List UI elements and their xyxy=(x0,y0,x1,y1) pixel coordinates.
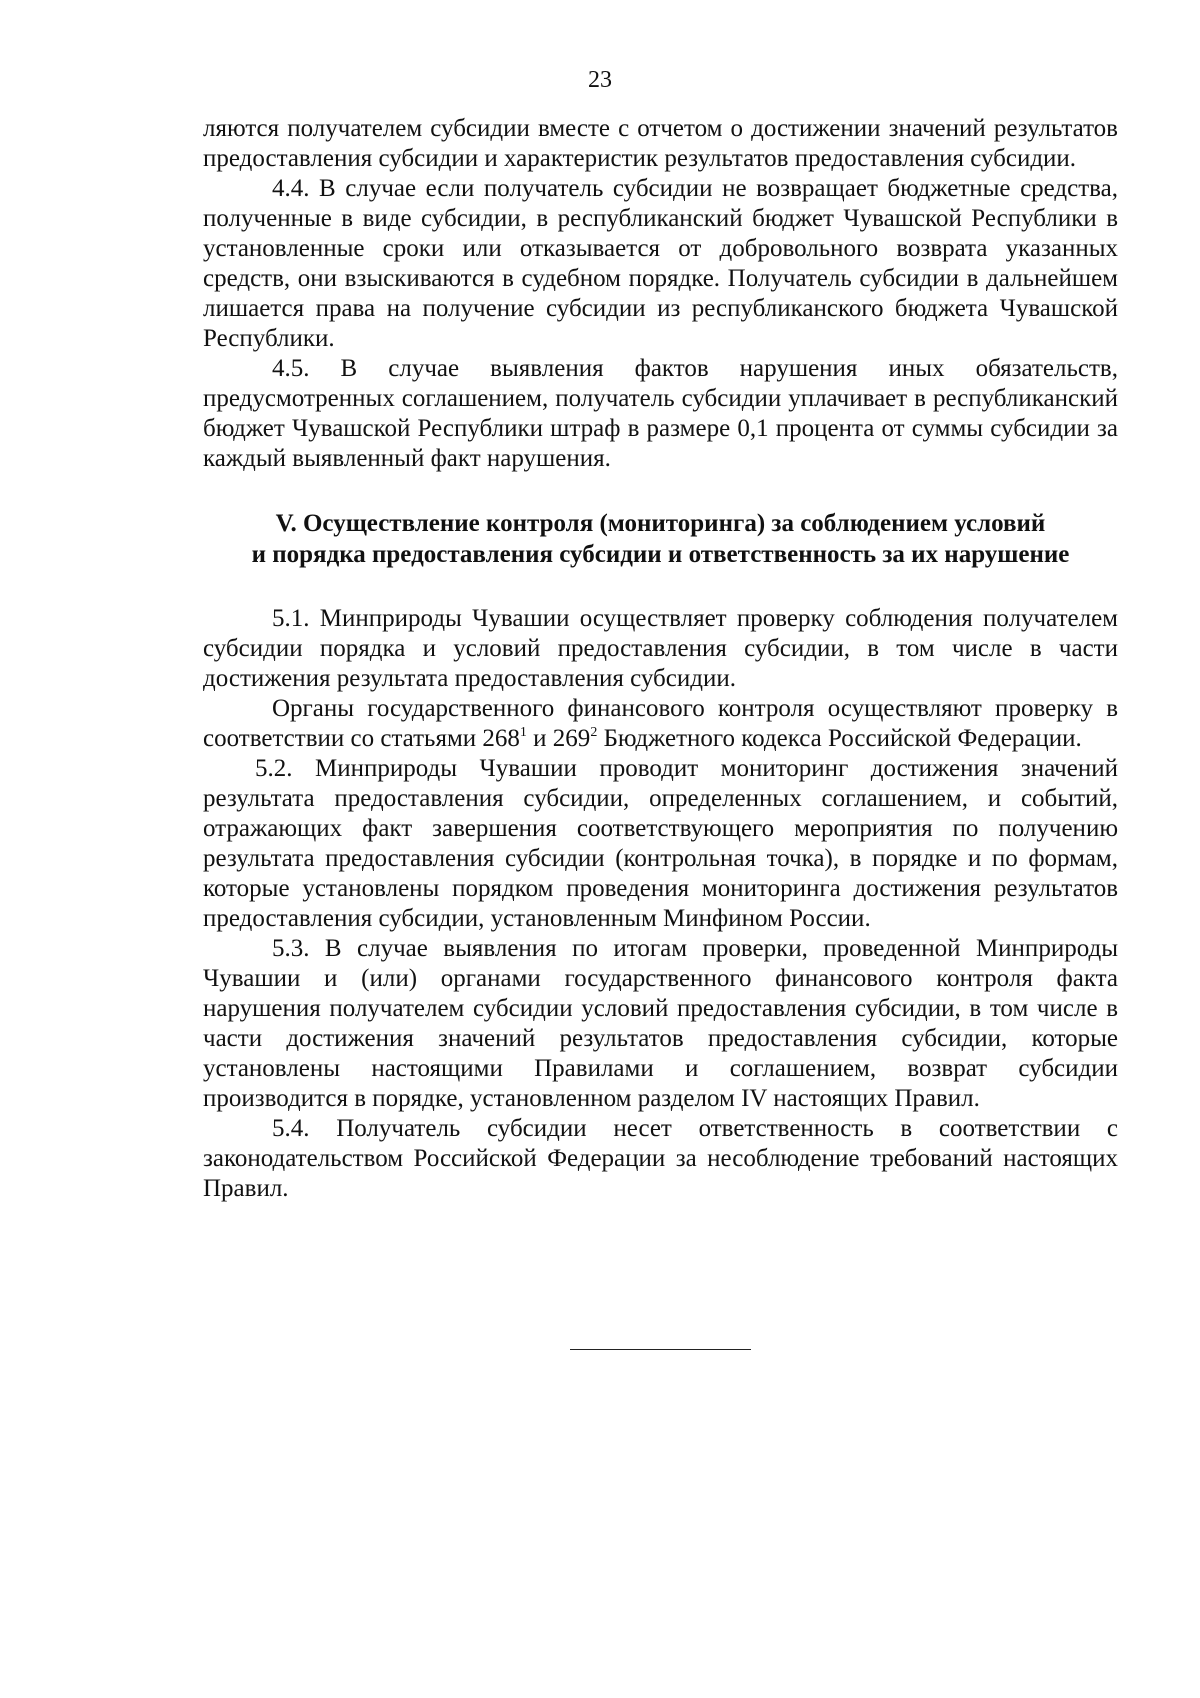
paragraph-5-4: 5.4. Получатель субсидии несет ответственность в соответствии с законодательством Российской Федерации за несоблюдение требований настоящих Правил. xyxy=(203,1115,1118,1202)
paragraph-5-2: 5.2. Минприроды Чувашии проводит мониторинг достижения значений результата предоставления субсидии, определенных соглашением, и событий, отражающих факт завершения соответствующего мероприятия по получению результата предоставления субсидии (контрольная точка), в порядке и по формам, которые установлены порядком проведения мониторинга достижения результатов предоставления субсидии, установленным Минфином России. xyxy=(203,755,1118,932)
paragraph-5-1-control-bodies xyxy=(203,694,1118,754)
paragraph-4-5: 4.5. В случае выявления фактов нарушения иных обязательств, предусмотренных соглашением, получатель субсидии уплачивает в республиканский бюджет Чувашской Республики штраф в размере 0,1 процента от суммы субсидии за каждый выявленный факт нарушения. xyxy=(203,355,1118,472)
page-number: 23 xyxy=(588,67,612,93)
section-v-heading-line-1: V. Осуществление контроля (мониторинга) за соблюдением условий xyxy=(275,510,1046,537)
end-of-document-rule xyxy=(570,1349,751,1350)
superscript-1: 1 xyxy=(519,725,527,740)
paragraph-5-3: 5.3. В случае выявления по итогам проверки, проведенной Минприроды Чувашии и (или) органами государственного финансового контроля факта нарушения получателем субсидии условий предоставления субсидии, в том числе в части достижения значений результатов предоставления субсидии, которые установлены настоящими Правилами и соглашением, возврат субсидии производится в порядке, установленном разделом IV настоящих Правил. xyxy=(203,935,1118,1112)
paragraph-intro: ляются получателем субсидии вместе с отчетом о достижении значений результатов предоставления субсидии и характеристик результатов предоставления субсидии. xyxy=(203,115,1118,172)
paragraph-4-4: 4.4. В случае если получатель субсидии не возвращает бюджетные средства, полученные в виде субсидии, в республиканский бюджет Чувашской Республики в установленные сроки или отказывается от добровольного возврата указанных средств, они взыскиваются в судебном порядке. Получатель субсидии в дальнейшем лишается права на получение субсидии из республиканского бюджета Чувашской Республики. xyxy=(203,175,1118,352)
paragraph-5-1-b-text-middle: и 269 xyxy=(526,725,591,752)
section-v-heading xyxy=(203,508,1118,570)
section-v-heading-line-2: и порядка предоставления субсидии и ответственность за их нарушение xyxy=(251,541,1070,568)
superscript-2: 2 xyxy=(590,725,598,740)
paragraph-5-1: 5.1. Минприроды Чувашии осуществляет проверку соблюдения получателем субсидии порядка и условий предоставления субсидии, в том числе в части достижения результата предоставления субсидии. xyxy=(203,605,1118,692)
paragraph-5-1-b-text-before: Органы государственного финансового контроля осуществляют проверку в соответствии со статьями 268 xyxy=(203,695,1118,752)
document-body xyxy=(203,114,1118,1204)
paragraph-5-1-b-text-after: Бюджетного кодекса Российской Федерации. xyxy=(597,725,1082,752)
